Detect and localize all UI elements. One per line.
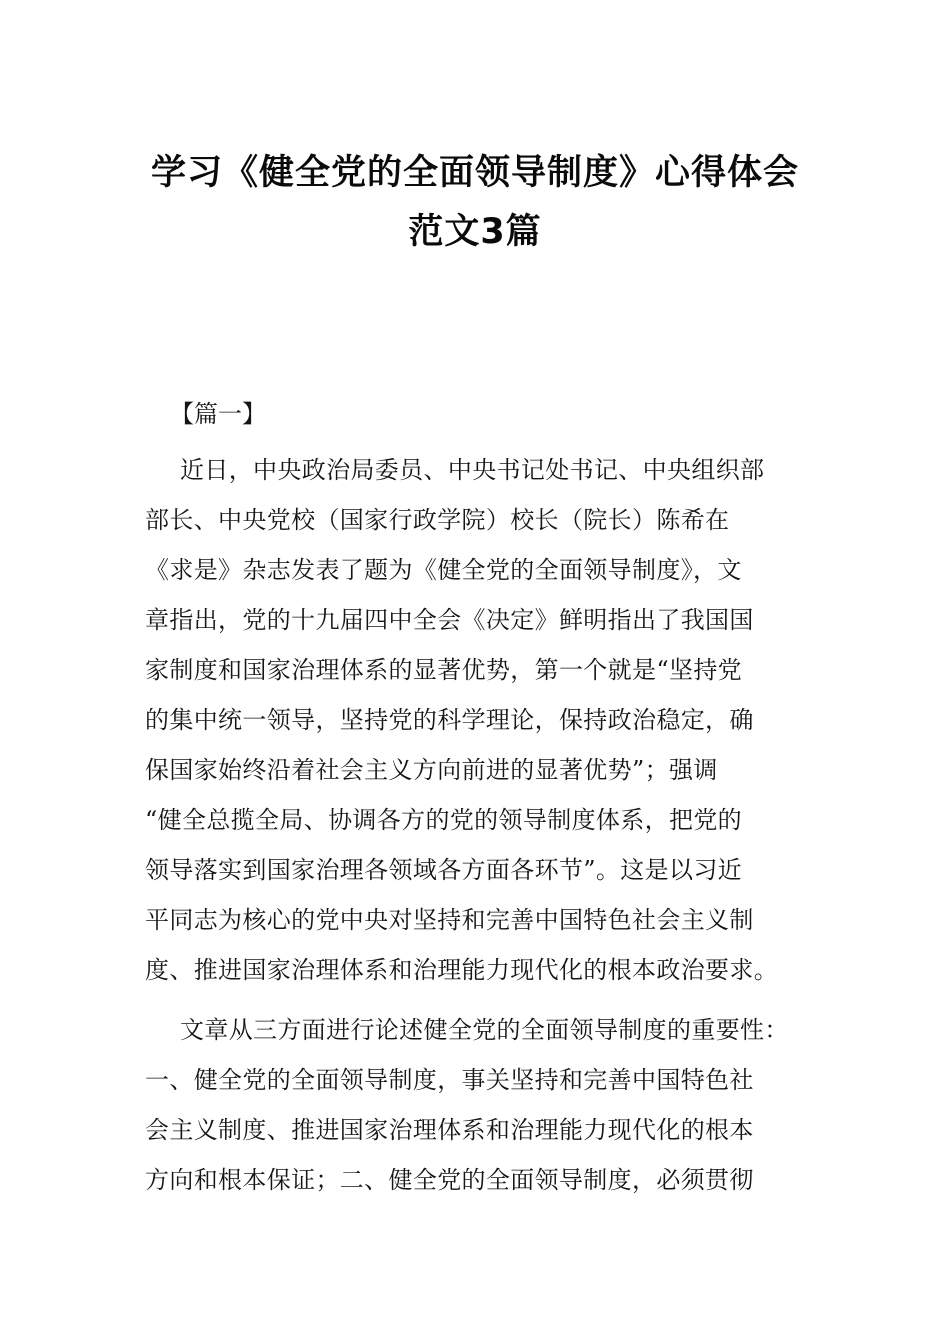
- document-title-line-1: 学习《健全党的全面领导制度》心得体会: [150, 153, 799, 193]
- paragraph-line: 平同志为核心的党中央对坚持和完善中国特色社会主义制: [145, 906, 754, 934]
- paragraph-line: 部长、中央党校（国家行政学院）校长（院长）陈希在: [145, 506, 730, 534]
- paragraph-line: 会主义制度、推进国家治理体系和治理能力现代化的根本: [145, 1116, 754, 1144]
- paragraph-line: 保国家始终沿着社会主义方向前进的显著优势”；强调: [145, 756, 718, 784]
- paragraph-line: 文章从三方面进行论述健全党的全面领导制度的重要性：: [180, 1016, 789, 1044]
- paragraph-line: 近日，中央政治局委员、中央书记处书记、中央组织部: [180, 456, 765, 484]
- document-title-line-2: 范文3篇: [408, 212, 542, 252]
- section-label: 【篇一】: [170, 400, 266, 428]
- paragraph-line: 《求是》杂志发表了题为《健全党的全面领导制度》，文: [145, 556, 742, 584]
- paragraph-line: 家制度和国家治理体系的显著优势，第一个就是“坚持党: [145, 656, 743, 684]
- paragraph-line: “健全总揽全局、协调各方的党的领导制度体系，把党的: [145, 806, 743, 834]
- paragraph-line: 方向和根本保证；二、健全党的全面领导制度，必须贯彻: [145, 1166, 754, 1194]
- paragraph-line: 领导落实到国家治理各领域各方面各环节”。这是以习近: [145, 856, 743, 884]
- paragraph-line: 章指出，党的十九届四中全会《决定》鲜明指出了我国国: [145, 606, 754, 634]
- paragraph-line: 的集中统一领导，坚持党的科学理论，保持政治稳定，确: [145, 706, 754, 734]
- paragraph-line: 度、推进国家治理体系和治理能力现代化的根本政治要求。: [145, 956, 779, 984]
- paragraph-line: 一、健全党的全面领导制度，事关坚持和完善中国特色社: [145, 1066, 754, 1094]
